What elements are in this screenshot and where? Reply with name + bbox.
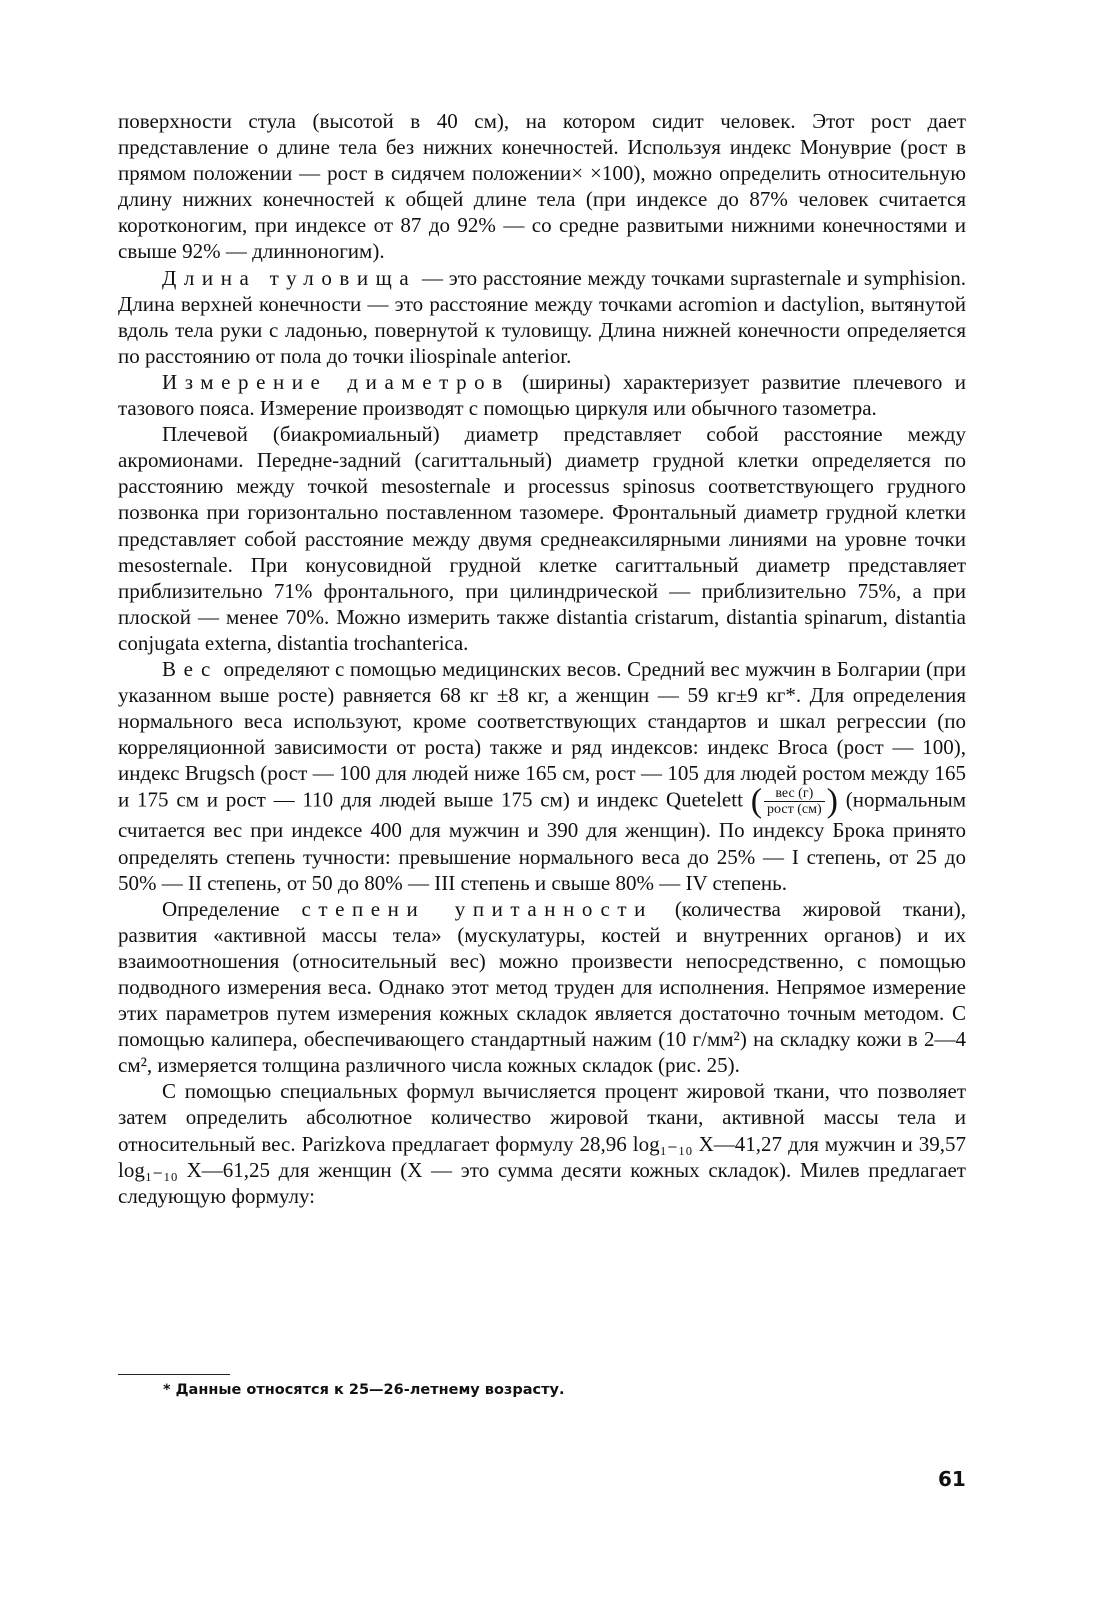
term-diameter-measurement: Измерение диаметров — [162, 369, 510, 394]
paragraph-4-text: Плечевой (биакромиальный) диаметр представляет собой расстояние между акромионами. Передне-задний (сагиттальный) диаметр грудной клетки определяется по расстоянию между точкой mesosternale и processus spinosus соответствующего грудного позвонка при горизонтально поставленном тазомере. Фронтальный диаметр грудной клетки представляет собой расстояние между двумя среднеаксилярными линиями на уровне точки mesosternale. При конусовидной грудной клетке сагиттальный диаметр представляет приблизительно 71% фронтального, при цилиндрической — приблизительно 75%, а при плоской — менее 70%. Можно измерить также distantia cristarum, distantia spinarum, distantia conjugata externa, distantia trochanterica. — [118, 422, 966, 655]
footnote: * Данные относятся к 25—26-летнему возрасту. — [163, 1382, 565, 1398]
paragraph-3-text: (ширины) характеризует развитие плечевого и тазового пояса. Измерение производят с помощью циркуля или обычного тазометра. — [118, 369, 967, 421]
fraction-numerator: вес (г) — [764, 786, 825, 802]
paragraph-1-text: поверхности стула (высотой в 40 см), на котором сидит человек. Этот рост дает представление о длине тела без нижних конечностей. Используя индекс Монуврие (рост в прямом положении — рост в сидячем положении× ×100), можно определить относительную длину нижних конечностей к общей длине тела (при индексе до 87% человек считается коротконогим, при индексе от 87 до 92% — со средне развитыми нижними конечностями и свыше 92% — длинноногим). — [118, 109, 966, 264]
fraction-denominator: рост (см) — [767, 802, 822, 818]
page-number: 61 — [938, 1467, 966, 1491]
fraction-open-paren: ( — [750, 782, 763, 820]
paragraph-7 — [118, 1078, 966, 1208]
paragraph-3 — [118, 369, 966, 421]
paragraph-5-text-a: определяют с помощью медицинских весов. Средний вес мужчин в Болгарии (при указанном выше росте) равняется 68 кг ±8 кг, а женщин — 59 кг±9 кг*. Для определения нормального веса используют, кроме соответствующих стандартов и шкал регрессии (по корреляционной зависимости от роста) также и ряд индексов: индекс Broca (рост — 100), индекс Brugsch (рост — 100 для людей ниже 165 см, рост — 105 для людей ростом между 165 и 175 см и рост — 110 для людей выше 175 см) и индекс Quetelett — [118, 656, 966, 812]
paragraph-2 — [118, 265, 966, 369]
paragraph-1 — [118, 108, 966, 265]
quetelet-fraction — [764, 786, 825, 817]
footnote-divider — [118, 1374, 230, 1375]
paragraph-4 — [118, 421, 966, 656]
paragraph-5-text-b: (нормальным считается вес при индексе 400 для мужчин и 390 для женщин). По индексу Брока принято определять степень тучности: превышение нормального веса до 25% — I степень, от 25 до 50% — II степень, от 50 до 80% — III степень и свыше 80% — IV степень. — [118, 787, 966, 895]
paragraph-7-text: С помощью специальных формул вычисляется процент жировой ткани, что позволяет затем определить абсолютное количество жировой ткани, активной массы тела и относительный вес. Parizkova предлагает формулу 28,96 log₁₋₁₀ X—41,27 для мужчин и 39,57 log₁₋₁₀ X—61,25 для женщин (X — это сумма десяти кожных складок). Милев предлагает следующую формулу: — [118, 1079, 966, 1208]
term-trunk-length: Длина туловища — [162, 265, 417, 290]
paragraph-6-text: (количества жировой ткани), развития «активной массы тела» (мускулатуры, костей и внутренних органов) и их взаимоотношения (относительный вес) можно произвести непосредственно, с помощью подводного измерения веса. Однако этот метод труден для исполнения. Непрямое измерение этих параметров путем измерения кожных складок является достаточно точным методом. С помощью калипера, обеспечивающего стандартный нажим (10 г/мм²) на складку кожи в 2—4 см², измеряется толщина различного числа кожных складок (рис. 25). — [118, 896, 967, 1078]
paragraph-6 — [118, 896, 966, 1079]
paragraph-5 — [118, 656, 966, 896]
paragraph-6-lead: Определение — [162, 896, 302, 921]
term-nutrition-degree: степени упитанности — [301, 896, 653, 921]
main-text — [118, 108, 966, 1209]
fraction-close-paren: ) — [826, 782, 838, 820]
paragraph-2-text: — это расстояние между точками suprasternale и symphision. Длина верхней конечности — это расстояние между точками acromion и dactylion, вытянутой вдоль тела руки с ладонью, повернутой к туловищу. Длина нижней конечности определяется по расстоянию от пола до точки iliospinale anterior. — [118, 265, 966, 368]
term-weight: Вес — [162, 656, 218, 681]
